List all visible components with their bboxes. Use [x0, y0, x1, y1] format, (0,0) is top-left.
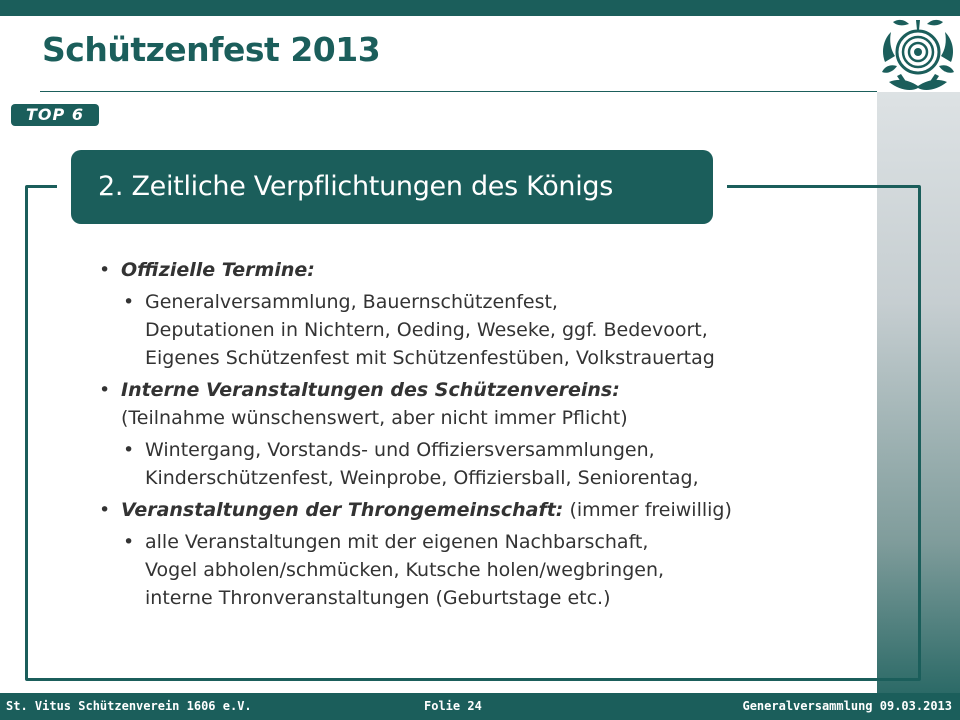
bullet-item-interne-veranstaltungen: [95, 376, 865, 432]
footer-organization: St. Vitus Schützenverein 1606 e.V.: [6, 699, 252, 713]
sub-bullet-offizielle-termine: [119, 288, 865, 372]
sub-bullet-interne-veranstaltungen: [119, 436, 865, 492]
sub-bullet-line: Eigenes Schützenfest mit Schützenfestüben, Volkstrauertag: [145, 347, 715, 369]
slide-title: Schützenfest 2013: [42, 30, 381, 69]
footer-event-date: Generalversammlung 09.03.2013: [742, 699, 952, 713]
marksman-club-emblem-icon: [879, 16, 957, 92]
footer-slide-number: Folie 24: [424, 699, 482, 713]
sub-bullet-line: • Wintergang, Vorstands- und Offiziersversammlungen,: [145, 439, 655, 461]
bullet-heading: Veranstaltungen der Throngemeinschaft:: [121, 499, 564, 521]
sub-bullet-line: • Generalversammlung, Bauernschützenfest,: [145, 291, 558, 313]
bullet-note: (immer freiwillig): [563, 499, 732, 521]
bullet-item-throngemeinschaft: [95, 496, 865, 524]
sub-bullet-line: • alle Veranstaltungen mit der eigenen Nachbarschaft,: [145, 531, 649, 553]
sub-bullet-throngemeinschaft: [119, 528, 865, 612]
slide-footer: [0, 693, 960, 720]
bullet-list: [95, 256, 865, 616]
section-heading: 2. Zeitliche Verpflichtungen des Königs: [71, 150, 713, 224]
top-color-bar: [0, 0, 960, 16]
bullet-item-offizielle-termine: [95, 256, 865, 284]
agenda-item-badge: TOP 6: [11, 104, 99, 126]
sub-bullet-line: Vogel abholen/schmücken, Kutsche holen/wegbringen,: [145, 559, 665, 581]
bullet-heading: Offizielle Termine:: [121, 259, 315, 281]
bullet-note: (Teilnahme wünschenswert, aber nicht immer Pflicht): [121, 407, 628, 429]
sub-bullet-line: Deputationen in Nichtern, Oeding, Weseke, ggf. Bedevoort,: [145, 319, 708, 341]
bullet-heading: Interne Veranstaltungen des Schützenvereins:: [121, 379, 620, 401]
sub-bullet-line: interne Thronveranstaltungen (Geburtstage etc.): [145, 587, 611, 609]
sub-bullet-line: Kinderschützenfest, Weinprobe, Offiziersball, Seniorentag,: [145, 467, 699, 489]
title-underline: [40, 91, 877, 92]
